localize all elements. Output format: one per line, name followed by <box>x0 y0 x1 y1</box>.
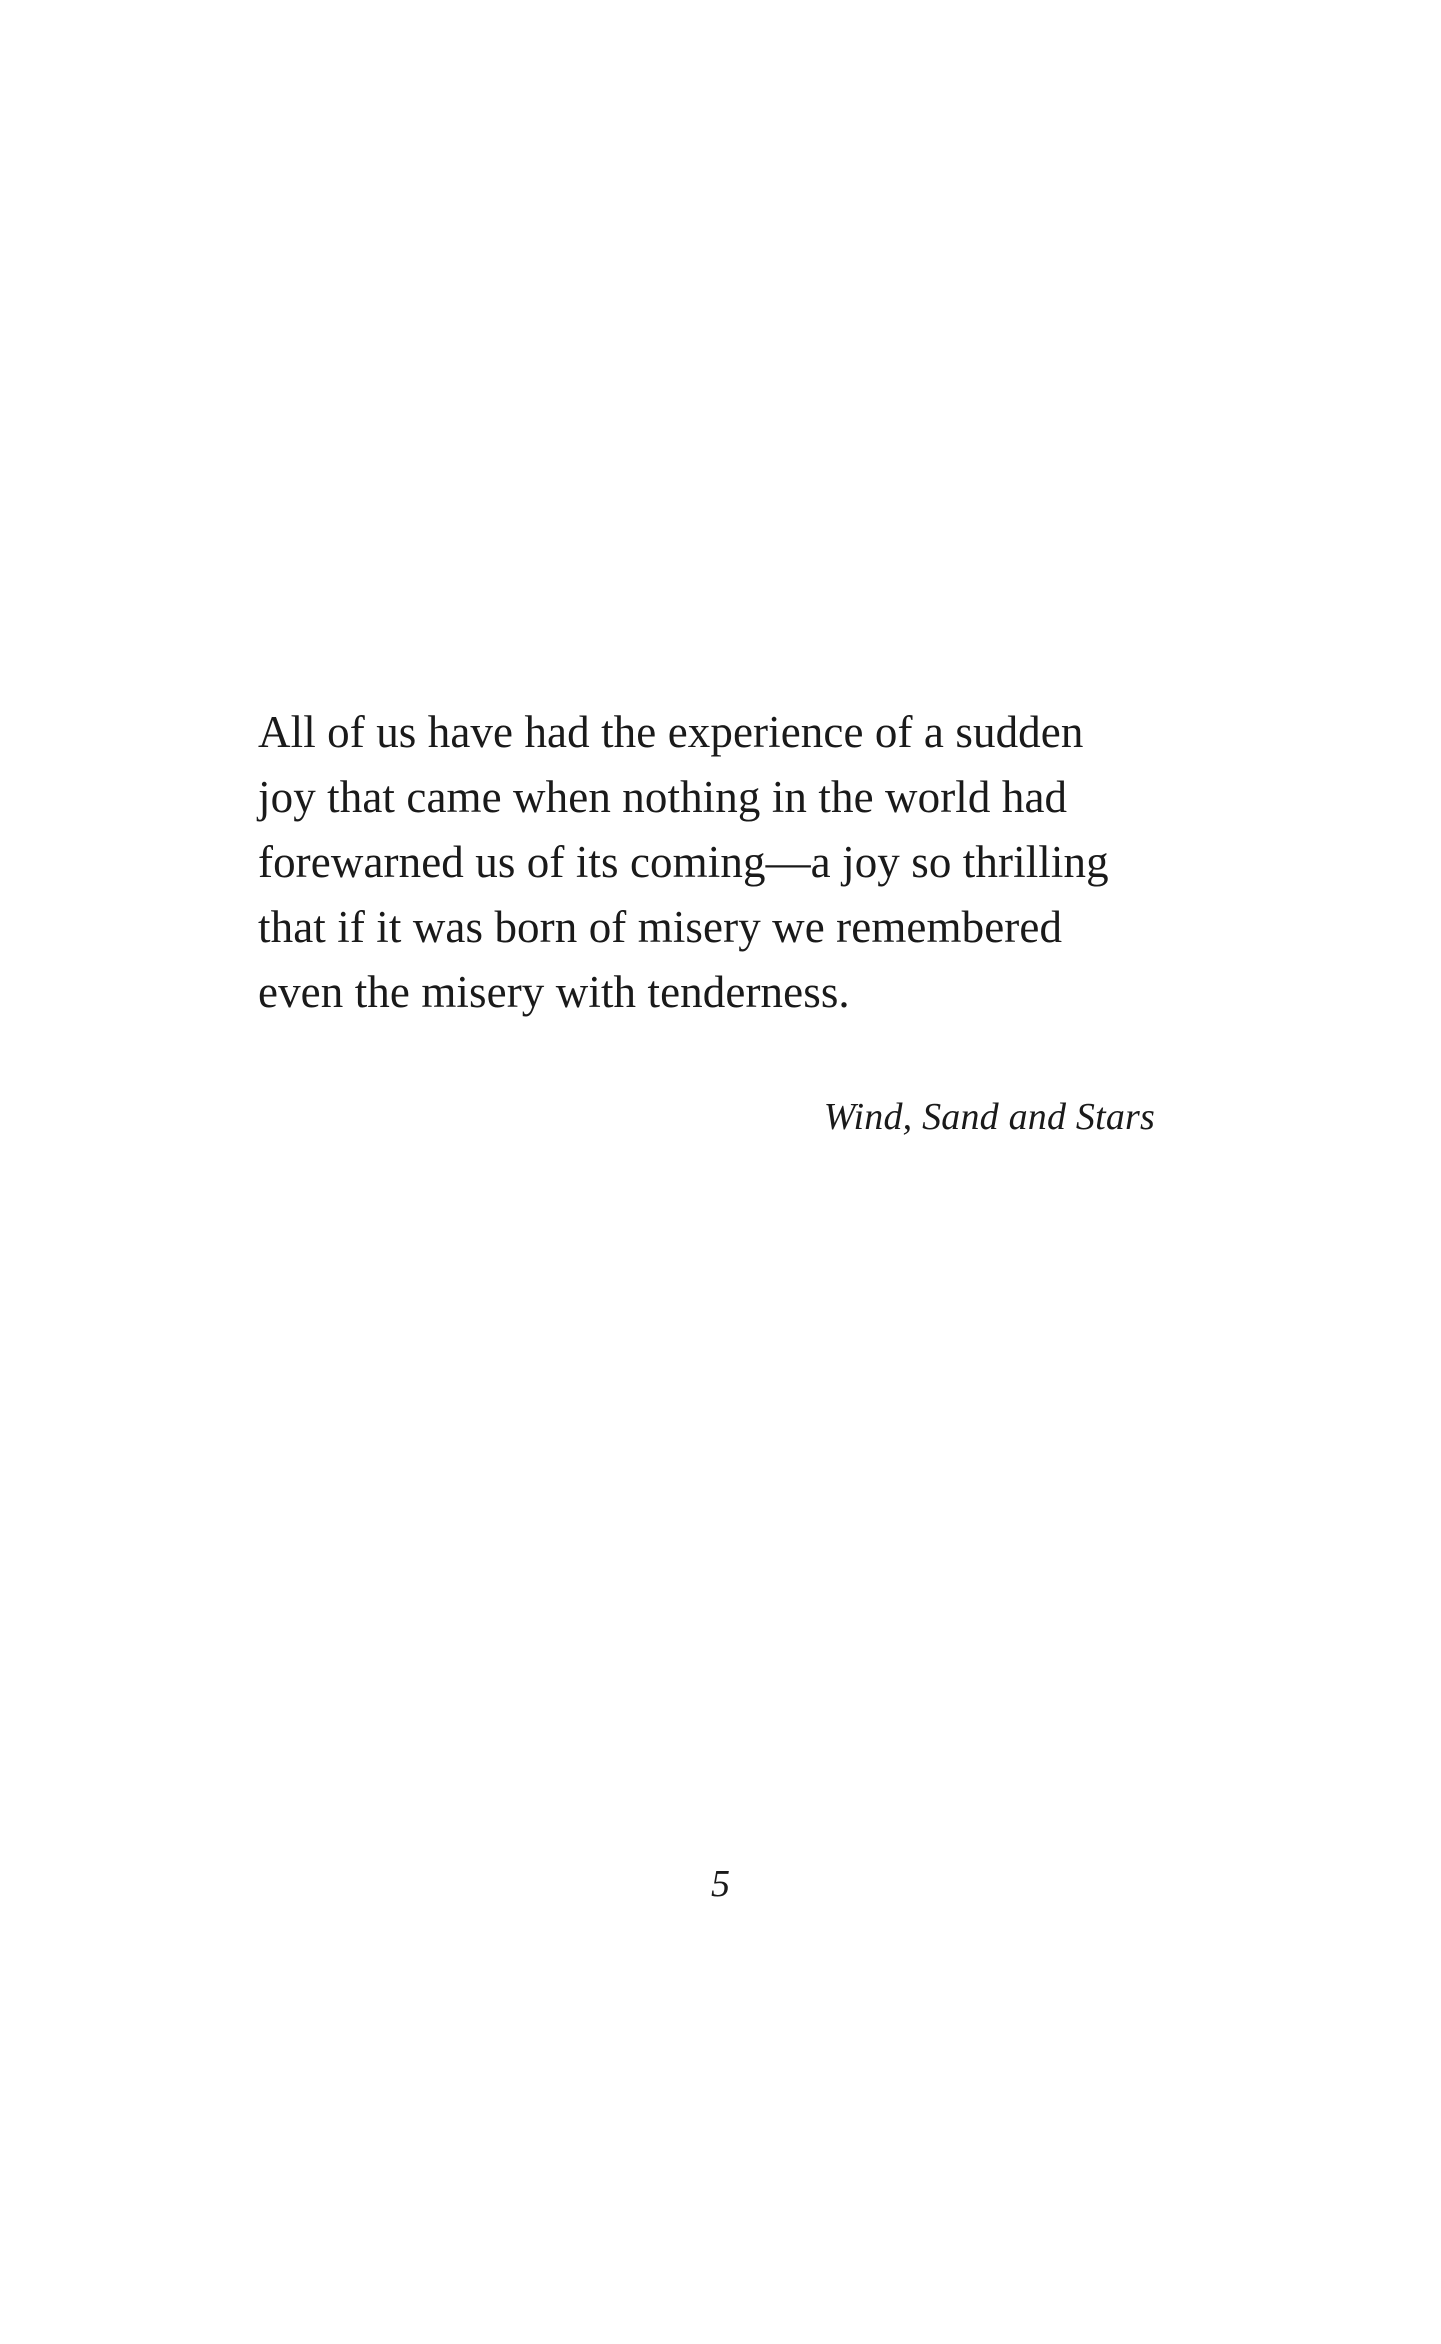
page-number: 5 <box>711 1863 730 1905</box>
quote-line-4: that if it was born of misery we remembered <box>258 902 1063 952</box>
quote-line-2: joy that came when nothing in the world had <box>258 772 1068 822</box>
quote-line-1: All of us have had the experience of a sudden <box>258 707 1084 757</box>
quote-line-5: even the misery with tenderness. <box>258 967 850 1017</box>
quote-line-3: forewarned us of its coming—a joy so thrilling <box>258 837 1109 887</box>
quote-attribution: Wind, Sand and Stars <box>823 1096 1155 1138</box>
quote-passage <box>258 700 1218 1025</box>
